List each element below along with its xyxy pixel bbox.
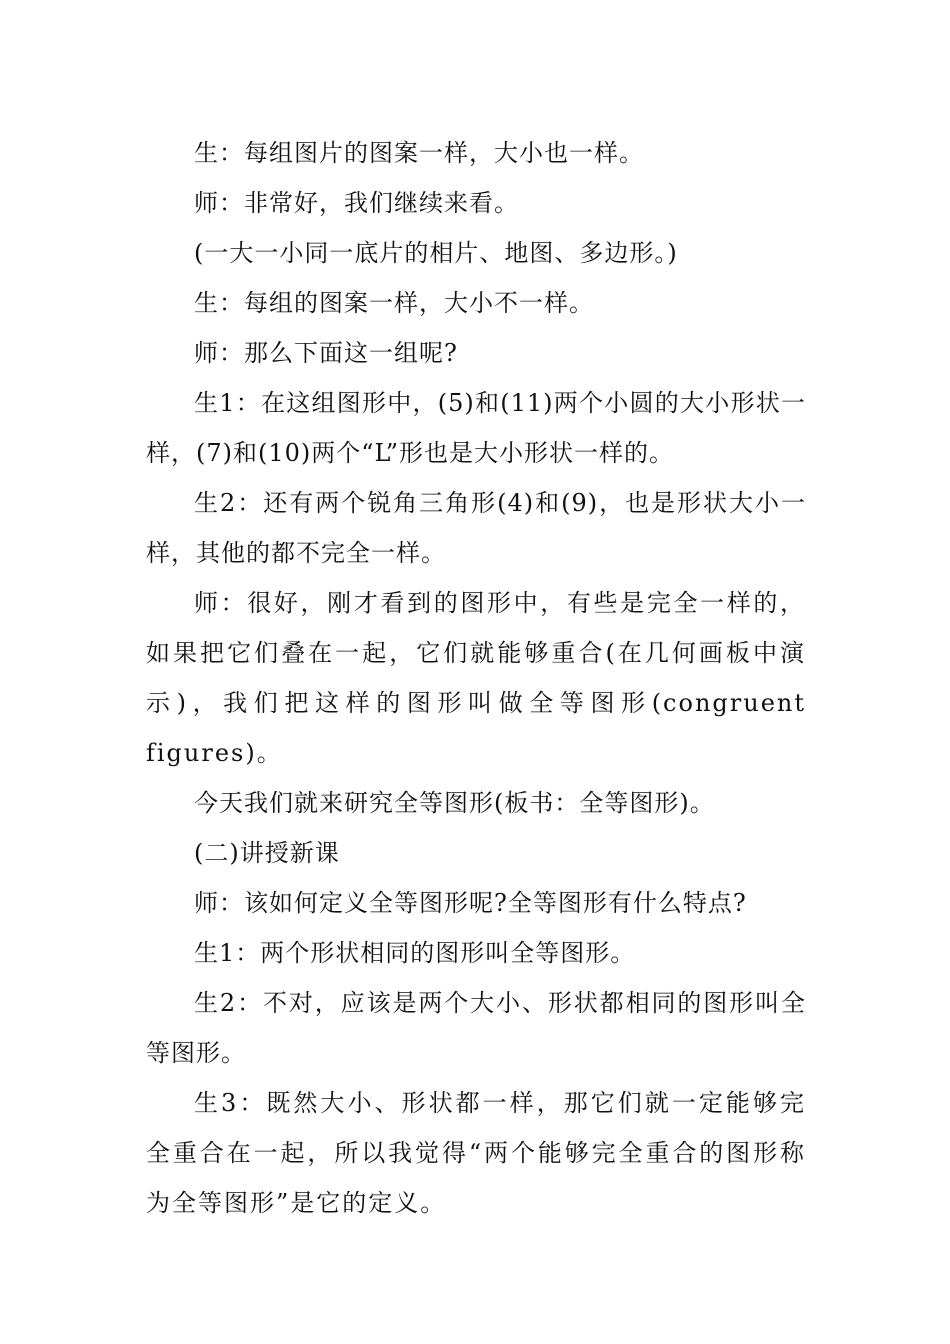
paragraph: 生1：在这组图形中，(5)和(11)两个小圆的大小形状一样，(7)和(10)两个“L”形也是大小形状一样的。 — [146, 389, 806, 467]
paragraph: 生：每组的图案一样，大小不一样。 — [194, 289, 594, 317]
paragraph: 师：那么下面这一组呢? — [194, 339, 458, 367]
paragraph: 师：很好，刚才看到的图形中，有些是完全一样的，如果把它们叠在一起，它们就能够重合(在几何画板中演示)，我们把这样的图形叫做全等图形(congruent figures)。 — [146, 589, 806, 767]
paragraph: 生1：两个形状相同的图形叫全等图形。 — [194, 939, 636, 967]
document-body — [146, 128, 806, 1228]
paragraph: 师：非常好，我们继续来看。 — [194, 189, 519, 217]
paragraph: 生3：既然大小、形状都一样，那它们就一定能够完全重合在一起，所以我觉得“两个能够完全重合的图形称为全等图形”是它的定义。 — [146, 1089, 806, 1217]
paragraph: 师：该如何定义全等图形呢?全等图形有什么特点? — [194, 889, 747, 917]
section-heading: (二)讲授新课 — [194, 839, 340, 867]
paragraph: 生2：不对，应该是两个大小、形状都相同的图形叫全等图形。 — [146, 989, 806, 1067]
paragraph: 生2：还有两个锐角三角形(4)和(9)，也是形状大小一样，其他的都不完全一样。 — [146, 489, 806, 567]
paragraph: 生：每组图片的图案一样，大小也一样。 — [194, 139, 644, 167]
paragraph: (一大一小同一底片的相片、地图、多边形。) — [194, 239, 678, 267]
paragraph: 今天我们就来研究全等图形(板书：全等图形)。 — [194, 789, 715, 817]
